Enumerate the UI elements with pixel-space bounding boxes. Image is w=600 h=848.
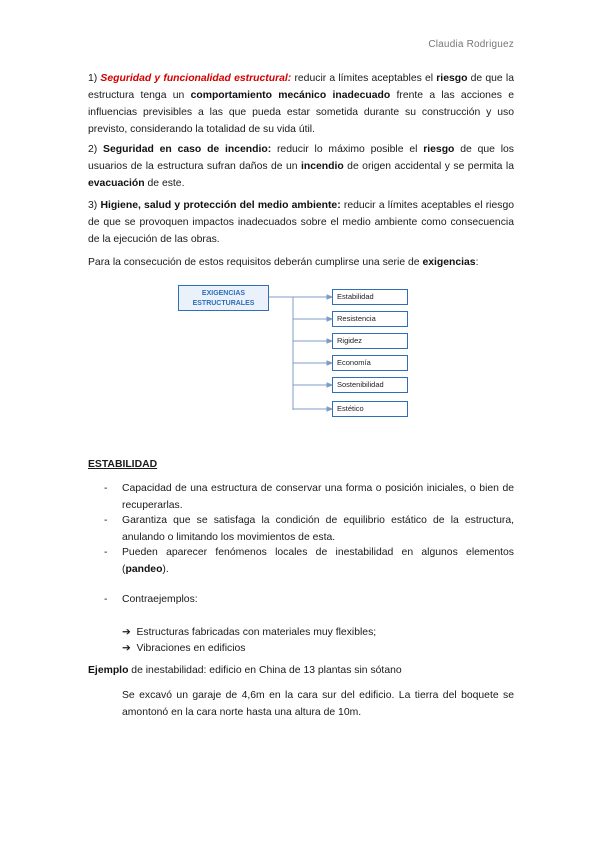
req2-text-1: reducir lo máximo posible el xyxy=(271,144,424,155)
diagram-item-sostenibilidad: Sostenibilidad xyxy=(332,377,408,393)
diagram-item-estetico: Estético xyxy=(332,401,408,417)
section-heading-estabilidad: ESTABILIDAD xyxy=(88,459,158,470)
bullet-dash: - xyxy=(104,483,108,494)
req2-number: 2) xyxy=(88,144,104,155)
req1-number: 1) xyxy=(88,73,101,84)
req1-title: Seguridad y funcionalidad estructural: xyxy=(100,73,292,84)
bullet-dash: - xyxy=(104,515,108,526)
requirement-1 xyxy=(88,70,514,138)
list-item-text xyxy=(122,544,514,578)
example-description: Se excavó un garaje de 4,6m en la cara sur del edificio. La tierra del boquete se amontonó en la cara norte hasta una altura de 10m. xyxy=(122,690,514,718)
intro-text-1: Para la consecución de estos requisitos deberán cumplirse una serie de xyxy=(88,257,423,268)
req1-text-1: reducir a límites aceptables el xyxy=(291,73,437,84)
diagram-root-line1: EXIGENCIAS xyxy=(201,290,246,297)
arrow-right-icon: ➔ xyxy=(122,627,131,638)
sub-item-text: Vibraciones en edificios xyxy=(136,643,246,654)
requirement-3 xyxy=(88,197,514,248)
diagram-item-rigidez: Rigidez xyxy=(332,333,408,349)
list-item xyxy=(104,544,514,578)
list-item-text: Contraejemplos: xyxy=(122,594,198,605)
b3-text-1: Pueden aparecer fenómenos locales de inestabilidad en algunos elementos ( xyxy=(122,547,514,575)
req2-text-4: de este. xyxy=(144,178,185,189)
b3-text-2: ). xyxy=(162,564,169,575)
diagram-root-line2: ESTRUCTURALES xyxy=(192,300,255,307)
diagram-root-box xyxy=(178,285,269,311)
diagram-item-economia: Economía xyxy=(332,355,408,371)
list-item-text: Garantiza que se satisfaga la condición de equilibrio estático de la estructura, anulando o limitando los movimientos de esta. xyxy=(122,515,514,543)
req3-number: 3) xyxy=(88,200,101,211)
list-item xyxy=(104,591,514,608)
req2-text-2: de que los usuarios de la estructura sufran daños de un xyxy=(88,144,514,172)
requirements-intro xyxy=(88,254,514,271)
diagram-item-estabilidad: Estabilidad xyxy=(332,289,408,305)
list-item xyxy=(104,512,514,546)
list-item xyxy=(104,480,514,514)
req2-keyword-riesgo: riesgo xyxy=(423,144,455,155)
req1-keyword-riesgo: riesgo xyxy=(436,73,468,84)
req2-keyword-evacuacion: evacuación xyxy=(88,178,145,189)
requirement-2 xyxy=(88,141,514,192)
bullet-dash: - xyxy=(104,547,108,558)
sub-list-item xyxy=(122,640,245,657)
example-text: de inestabilidad: edificio en China de 13 plantas sin sótano xyxy=(128,665,402,676)
diagram-item-resistencia: Resistencia xyxy=(332,311,408,327)
intro-text-2: : xyxy=(475,257,479,268)
author-name: Claudia Rodriguez xyxy=(428,39,514,50)
list-item-text: Capacidad de una estructura de conservar una forma o posición iniciales, o bien de recuperarlas. xyxy=(122,483,514,511)
req2-text-3: de origen accidental y se permita la xyxy=(343,161,514,172)
arrow-right-icon: ➔ xyxy=(122,643,131,654)
req1-text-2: de que la estructura tenga un xyxy=(88,73,514,101)
req2-keyword-incendio: incendio xyxy=(301,161,344,172)
req2-title: Seguridad en caso de incendio: xyxy=(103,144,272,155)
bullet-dash: - xyxy=(104,594,108,605)
example-line xyxy=(88,662,514,679)
req1-text-3: frente a las acciones e influencias previsibles a las que pueda estar sometida durante su construcción y uso previsto, considerando la totalidad de su vida útil. xyxy=(88,90,514,135)
req3-text-1: reducir a límites aceptables el riesgo de que se provoquen impactos inadecuados sobre el medio ambiente como consecuencia de la ejecución de las obras. xyxy=(88,200,514,245)
sub-item-text: Estructuras fabricadas con materiales muy flexibles; xyxy=(136,627,377,638)
keyword-ejemplo: Ejemplo xyxy=(88,665,129,676)
req3-title: Higiene, salud y protección del medio ambiente: xyxy=(100,200,341,211)
sub-list-item xyxy=(122,624,376,641)
req1-keyword-comportamiento: comportamiento mecánico inadecuado xyxy=(190,90,391,101)
intro-keyword-exigencias: exigencias xyxy=(422,257,476,268)
keyword-pandeo: pandeo xyxy=(125,564,163,575)
